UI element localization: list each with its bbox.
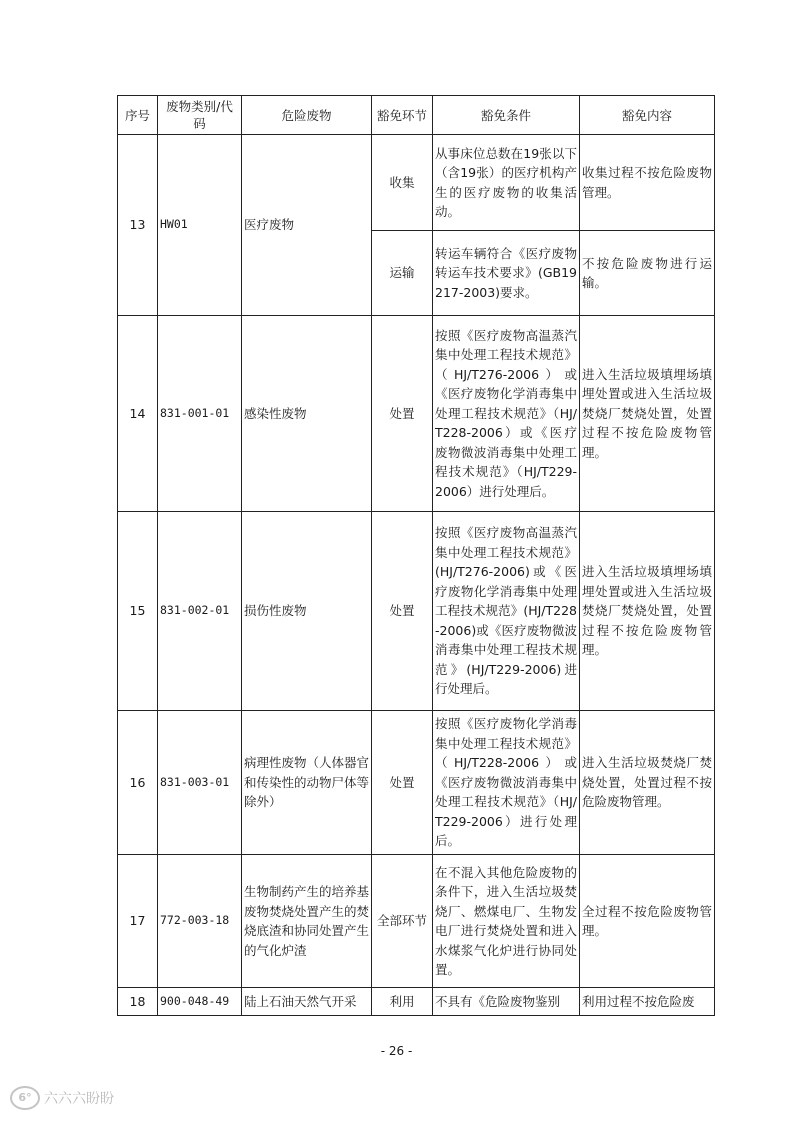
stage-cell: 收集 bbox=[372, 135, 433, 231]
seq-cell: 16 bbox=[118, 711, 158, 855]
content-cell: 利用过程不按危险废 bbox=[580, 988, 715, 1016]
seq-cell: 17 bbox=[118, 855, 158, 988]
code-cell: HW01 bbox=[158, 135, 242, 316]
header-stage: 豁免环节 bbox=[372, 96, 433, 135]
content-cell: 不按危险废物进行运输。 bbox=[580, 231, 715, 316]
stage-cell: 利用 bbox=[372, 988, 433, 1016]
code-cell: 831-002-01 bbox=[158, 512, 242, 711]
exemption-table bbox=[117, 95, 715, 1016]
header-row bbox=[118, 96, 715, 135]
stage-cell: 处置 bbox=[372, 711, 433, 855]
content-cell: 收集过程不按危险废物管理。 bbox=[580, 135, 715, 231]
watermark-logo-icon: 6° bbox=[10, 1086, 40, 1110]
content-cell: 全过程不按危险废物管理。 bbox=[580, 855, 715, 988]
seq-cell: 14 bbox=[118, 316, 158, 512]
code-cell: 831-001-01 bbox=[158, 316, 242, 512]
table-row bbox=[118, 988, 715, 1016]
table-row bbox=[118, 711, 715, 855]
header-code: 废物类别/代码 bbox=[158, 96, 242, 135]
table-row bbox=[118, 512, 715, 711]
waste-cell: 感染性废物 bbox=[242, 316, 372, 512]
header-condition: 豁免条件 bbox=[433, 96, 580, 135]
table-row bbox=[118, 135, 715, 231]
header-content: 豁免内容 bbox=[580, 96, 715, 135]
stage-cell: 运输 bbox=[372, 231, 433, 316]
waste-cell: 损伤性废物 bbox=[242, 512, 372, 711]
condition-cell: 转运车辆符合《医疗废物转运车技术要求》(GB19217-2003)要求。 bbox=[433, 231, 580, 316]
watermark bbox=[10, 1086, 114, 1110]
code-cell: 772-003-18 bbox=[158, 855, 242, 988]
table-row bbox=[118, 316, 715, 512]
waste-cell: 病理性废物（人体器官和传染性的动物尸体等除外） bbox=[242, 711, 372, 855]
watermark-text: 六六六盼盼 bbox=[44, 1091, 114, 1107]
waste-cell: 生物制药产生的培养基废物焚烧处置产生的焚烧底渣和协同处置产生的气化炉渣 bbox=[242, 855, 372, 988]
content-cell: 进入生活垃圾填埋场填埋处置或进入生活垃圾焚烧厂焚烧处置，处置过程不按危险废物管理。 bbox=[580, 512, 715, 711]
content-cell: 进入生活垃圾填埋场填埋处置或进入生活垃圾焚烧厂焚烧处置，处置过程不按危险废物管理。 bbox=[580, 316, 715, 512]
condition-cell: 按照《医疗废物高温蒸汽集中处理工程技术规范》（HJ/T276-2006）或《医疗废物化学消毒集中处理工程技术规范》（HJ/T228-2006）或《医疗废物微波消毒集中处理工程技术规范》（HJ/T229-2006）进行处理后。 bbox=[433, 316, 580, 512]
table-row bbox=[118, 855, 715, 988]
waste-cell: 医疗废物 bbox=[242, 135, 372, 316]
condition-cell: 从事床位总数在19张以下（含19张）的医疗机构产生的医疗废物的收集活动。 bbox=[433, 135, 580, 231]
header-waste: 危险废物 bbox=[242, 96, 372, 135]
condition-cell: 不具有《危险废物鉴别 bbox=[433, 988, 580, 1016]
stage-cell: 处置 bbox=[372, 316, 433, 512]
page-number: - 26 - bbox=[380, 1044, 413, 1058]
seq-cell: 15 bbox=[118, 512, 158, 711]
condition-cell: 按照《医疗废物高温蒸汽集中处理工程技术规范》(HJ/T276-2006)或《医疗废物化学消毒集中处理工程技术规范》(HJ/T228-2006)或《医疗废物微波消毒集中处理工程技术规范》(HJ/T229-2006)进行处理后。 bbox=[433, 512, 580, 711]
waste-cell: 陆上石油天然气开采 bbox=[242, 988, 372, 1016]
seq-cell: 18 bbox=[118, 988, 158, 1016]
content-cell: 进入生活垃圾焚烧厂焚烧处置，处置过程不按危险废物管理。 bbox=[580, 711, 715, 855]
seq-cell: 13 bbox=[118, 135, 158, 316]
code-cell: 900-048-49 bbox=[158, 988, 242, 1016]
stage-cell: 全部环节 bbox=[372, 855, 433, 988]
condition-cell: 按照《医疗废物化学消毒集中处理工程技术规范》（HJ/T228-2006）或《医疗废物微波消毒集中处理工程技术规范》（HJ/T229-2006）进行处理后。 bbox=[433, 711, 580, 855]
condition-cell: 在不混入其他危险废物的条件下，进入生活垃圾焚烧厂、燃煤电厂、生物发电厂进行焚烧处置和进入水煤浆气化炉进行协同处置。 bbox=[433, 855, 580, 988]
header-seq: 序号 bbox=[118, 96, 158, 135]
code-cell: 831-003-01 bbox=[158, 711, 242, 855]
stage-cell: 处置 bbox=[372, 512, 433, 711]
